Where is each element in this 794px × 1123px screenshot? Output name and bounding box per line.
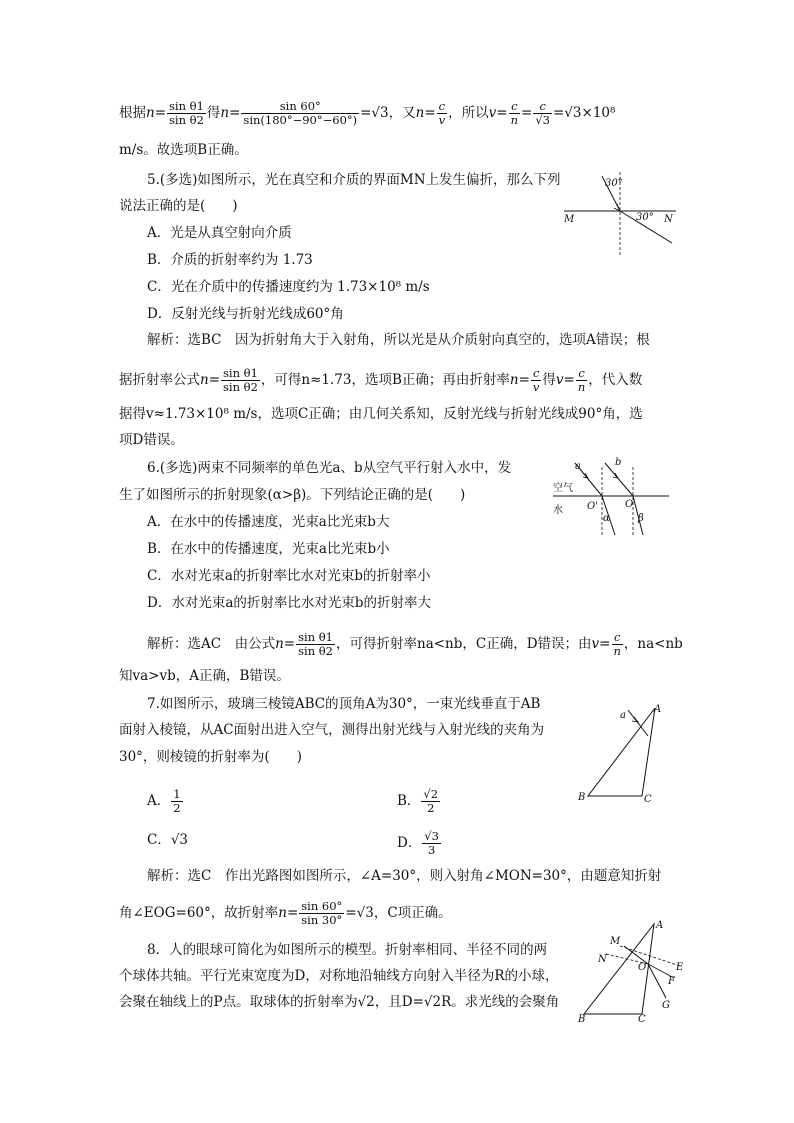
fraction: $\frac{\sin 60^\circ}{\sin(180^\circ-90^\circ-60^\circ)}$: [243, 99, 358, 127]
q5-stem-1: 5.(多选)如图所示，光在真空和介质的界面MN上发生偏折，那么下列: [147, 172, 561, 188]
q7-stem-3: 30°，则棱镜的折射率为( ): [119, 749, 302, 765]
angle-30-label: 30°: [636, 212, 654, 223]
p4-line1: 根据n= $\frac{\text{sin θ1}}{\text{sin θ2}}$ 得n= $\frac{\sin 60^\circ}{\sin(180^\circ-90^\circ-60^\circ)}$ =√3，又n= $\frac{c}{v}$ ，所以v= $\frac{c}{n}$ = $\frac{c}{√3}$ =√3×10⁸: [119, 99, 616, 127]
q8-stem-3: 会聚在轴线上的P点。取球体的折射率为√2，且D=√2R。求光线的会聚角: [119, 994, 560, 1010]
q5-solution-2: 据折射率公式n= $\frac{\text{sin θ1}}{\text{sin θ2}}$ ，可得n≈1.73，选项B正确；再由折射率n= $\frac{c}{v}$ 得v= $\frac{c}{n}$ ，代入数: [119, 366, 643, 394]
fraction: $\frac{\text{sin θ1}}{\text{sin θ2}}$: [298, 630, 333, 658]
ray-b-label: b: [615, 457, 622, 468]
q6-option-c: C．水对光束a的折射率比水对光束b的折射率小: [147, 568, 431, 584]
q6-solution-2: 知va>vb，A正确，B错误。: [119, 668, 290, 684]
q5-option-b: B．介质的折射率约为 1.73: [147, 252, 313, 268]
fraction: $\frac{\text{sin θ1}}{\text{sin θ2}}$: [169, 99, 204, 127]
alpha-label: α: [603, 513, 610, 524]
q7-option-c: C．√3: [147, 832, 189, 848]
vertex-a-label: A: [654, 704, 662, 715]
q6-stem-1: 6.(多选)两束不同频率的单色光a、b从空气平行射入水中，发: [147, 460, 512, 476]
q6-option-b: B．在水中的传播速度，光束a比光束b小: [147, 541, 390, 557]
point-g-label: G: [662, 1000, 670, 1011]
q7-stem-2: 面射入棱镜，从AC面射出进入空气，测得出射光线与入射光线的夹角为: [119, 722, 545, 738]
q6-figure: [545, 455, 675, 540]
fraction: $\frac{c}{n}$: [577, 366, 586, 394]
point-o-prime-label: O': [587, 501, 598, 512]
fraction: $\frac{\sin 60^\circ}{\sin 30^\circ}$: [301, 899, 343, 927]
p4-line2: m/s。故选项B正确。: [119, 142, 248, 158]
q7-solution-2: 角∠EOG=60°，故折射率n= $\frac{\sin 60^\circ}{\sin 30^\circ}$ =√3，C项正确。: [119, 899, 452, 927]
q7-option-b: B． $\frac{√2}{2}$: [397, 787, 439, 815]
q7-solution-figure: [576, 918, 686, 1028]
q5-solution-3: 据得v≈1.73×10⁸ m/s，选项C正确；由几何关系知，反射光线与折射光线成90°角，选: [119, 406, 643, 422]
ray-a-label: a: [575, 461, 581, 472]
fraction: $\frac{c}{n}$: [613, 630, 621, 658]
fraction: $\frac{c}{v}$: [532, 366, 540, 394]
q7-option-d: D． $\frac{√3}{3}$: [397, 829, 439, 857]
fraction: $\frac{\text{sin θ1}}{\text{sin θ2}}$: [223, 366, 258, 394]
q5-figure: [560, 168, 680, 258]
vertex-b-label: B: [578, 792, 586, 803]
q6-solution-1: 解析：选AC 由公式n= $\frac{\text{sin θ1}}{\text{sin θ2}}$ ，可得折射率na<nb，C正确，D错误；由v= $\frac{c}{n}$ ，na<nb: [147, 630, 683, 658]
air-label: 空气: [553, 483, 573, 494]
vertex-b-label: B: [578, 1014, 586, 1025]
q7-prism-figure: [570, 700, 680, 810]
point-n-label: N: [664, 214, 673, 225]
point-m-label: M: [564, 214, 575, 225]
point-f-label: F: [668, 976, 675, 987]
fraction: $\frac{c}{v}$: [438, 99, 446, 127]
q5-option-c: C．光在介质中的传播速度约为 1.73×10⁸ m/s: [147, 279, 430, 295]
q6-option-d: D．水对光束a的折射率比水对光束b的折射率大: [147, 595, 432, 611]
q5-solution-1: 解析：选BC 因为折射角大于入射角，所以光是从介质射向真空的，选项A错误；根: [147, 332, 650, 348]
beta-label: β: [638, 513, 644, 524]
point-o-label: O: [638, 962, 647, 973]
vertex-a-label: A: [656, 920, 664, 931]
angle-30-label: 30°: [605, 178, 623, 189]
water-label: 水: [553, 505, 563, 516]
q6-option-a: A．在水中的传播速度，光束a比光束b大: [147, 514, 390, 530]
fraction: $\frac{c}{√3}$: [535, 99, 550, 127]
q8-stem-1: 8．人的眼球可简化为如图所示的模型。折射率相同、半径不同的两: [147, 942, 548, 958]
q7-solution-1: 解析：选C 作出光路图如图所示，∠A=30°，则入射角∠MON=30°，由题意知折射: [147, 868, 662, 884]
point-o-label: O: [625, 499, 634, 510]
vertex-c-label: C: [638, 1014, 646, 1025]
vertex-c-label: C: [644, 794, 652, 805]
q6-stem-2: 生了如图所示的折射现象(α>β)。下列结论正确的是( ): [119, 487, 466, 503]
q7-stem-1: 7.如图所示，玻璃三棱镜ABC的顶角A为30°，一束光线垂直于AB: [147, 696, 541, 712]
fraction: $\frac{c}{n}$: [510, 99, 519, 127]
point-m-label: M: [610, 936, 621, 947]
q8-stem-2: 个球体共轴。平行光束宽度为D，对称地沿轴线方向射入半径为R的小球，: [119, 968, 559, 984]
point-n-label: N: [598, 954, 607, 965]
q5-option-d: D．反射光线与折射光线成60°角: [147, 306, 344, 322]
point-e-label: E: [676, 962, 684, 973]
ray-a-label: a: [620, 710, 626, 721]
q7-option-a: A． $\frac{1}{2}$: [147, 787, 181, 815]
q5-solution-4: 项D错误。: [119, 432, 184, 448]
q5-stem-2: 说法正确的是( ): [119, 198, 238, 214]
q5-option-a: A．光是从真空射向介质: [147, 225, 292, 241]
